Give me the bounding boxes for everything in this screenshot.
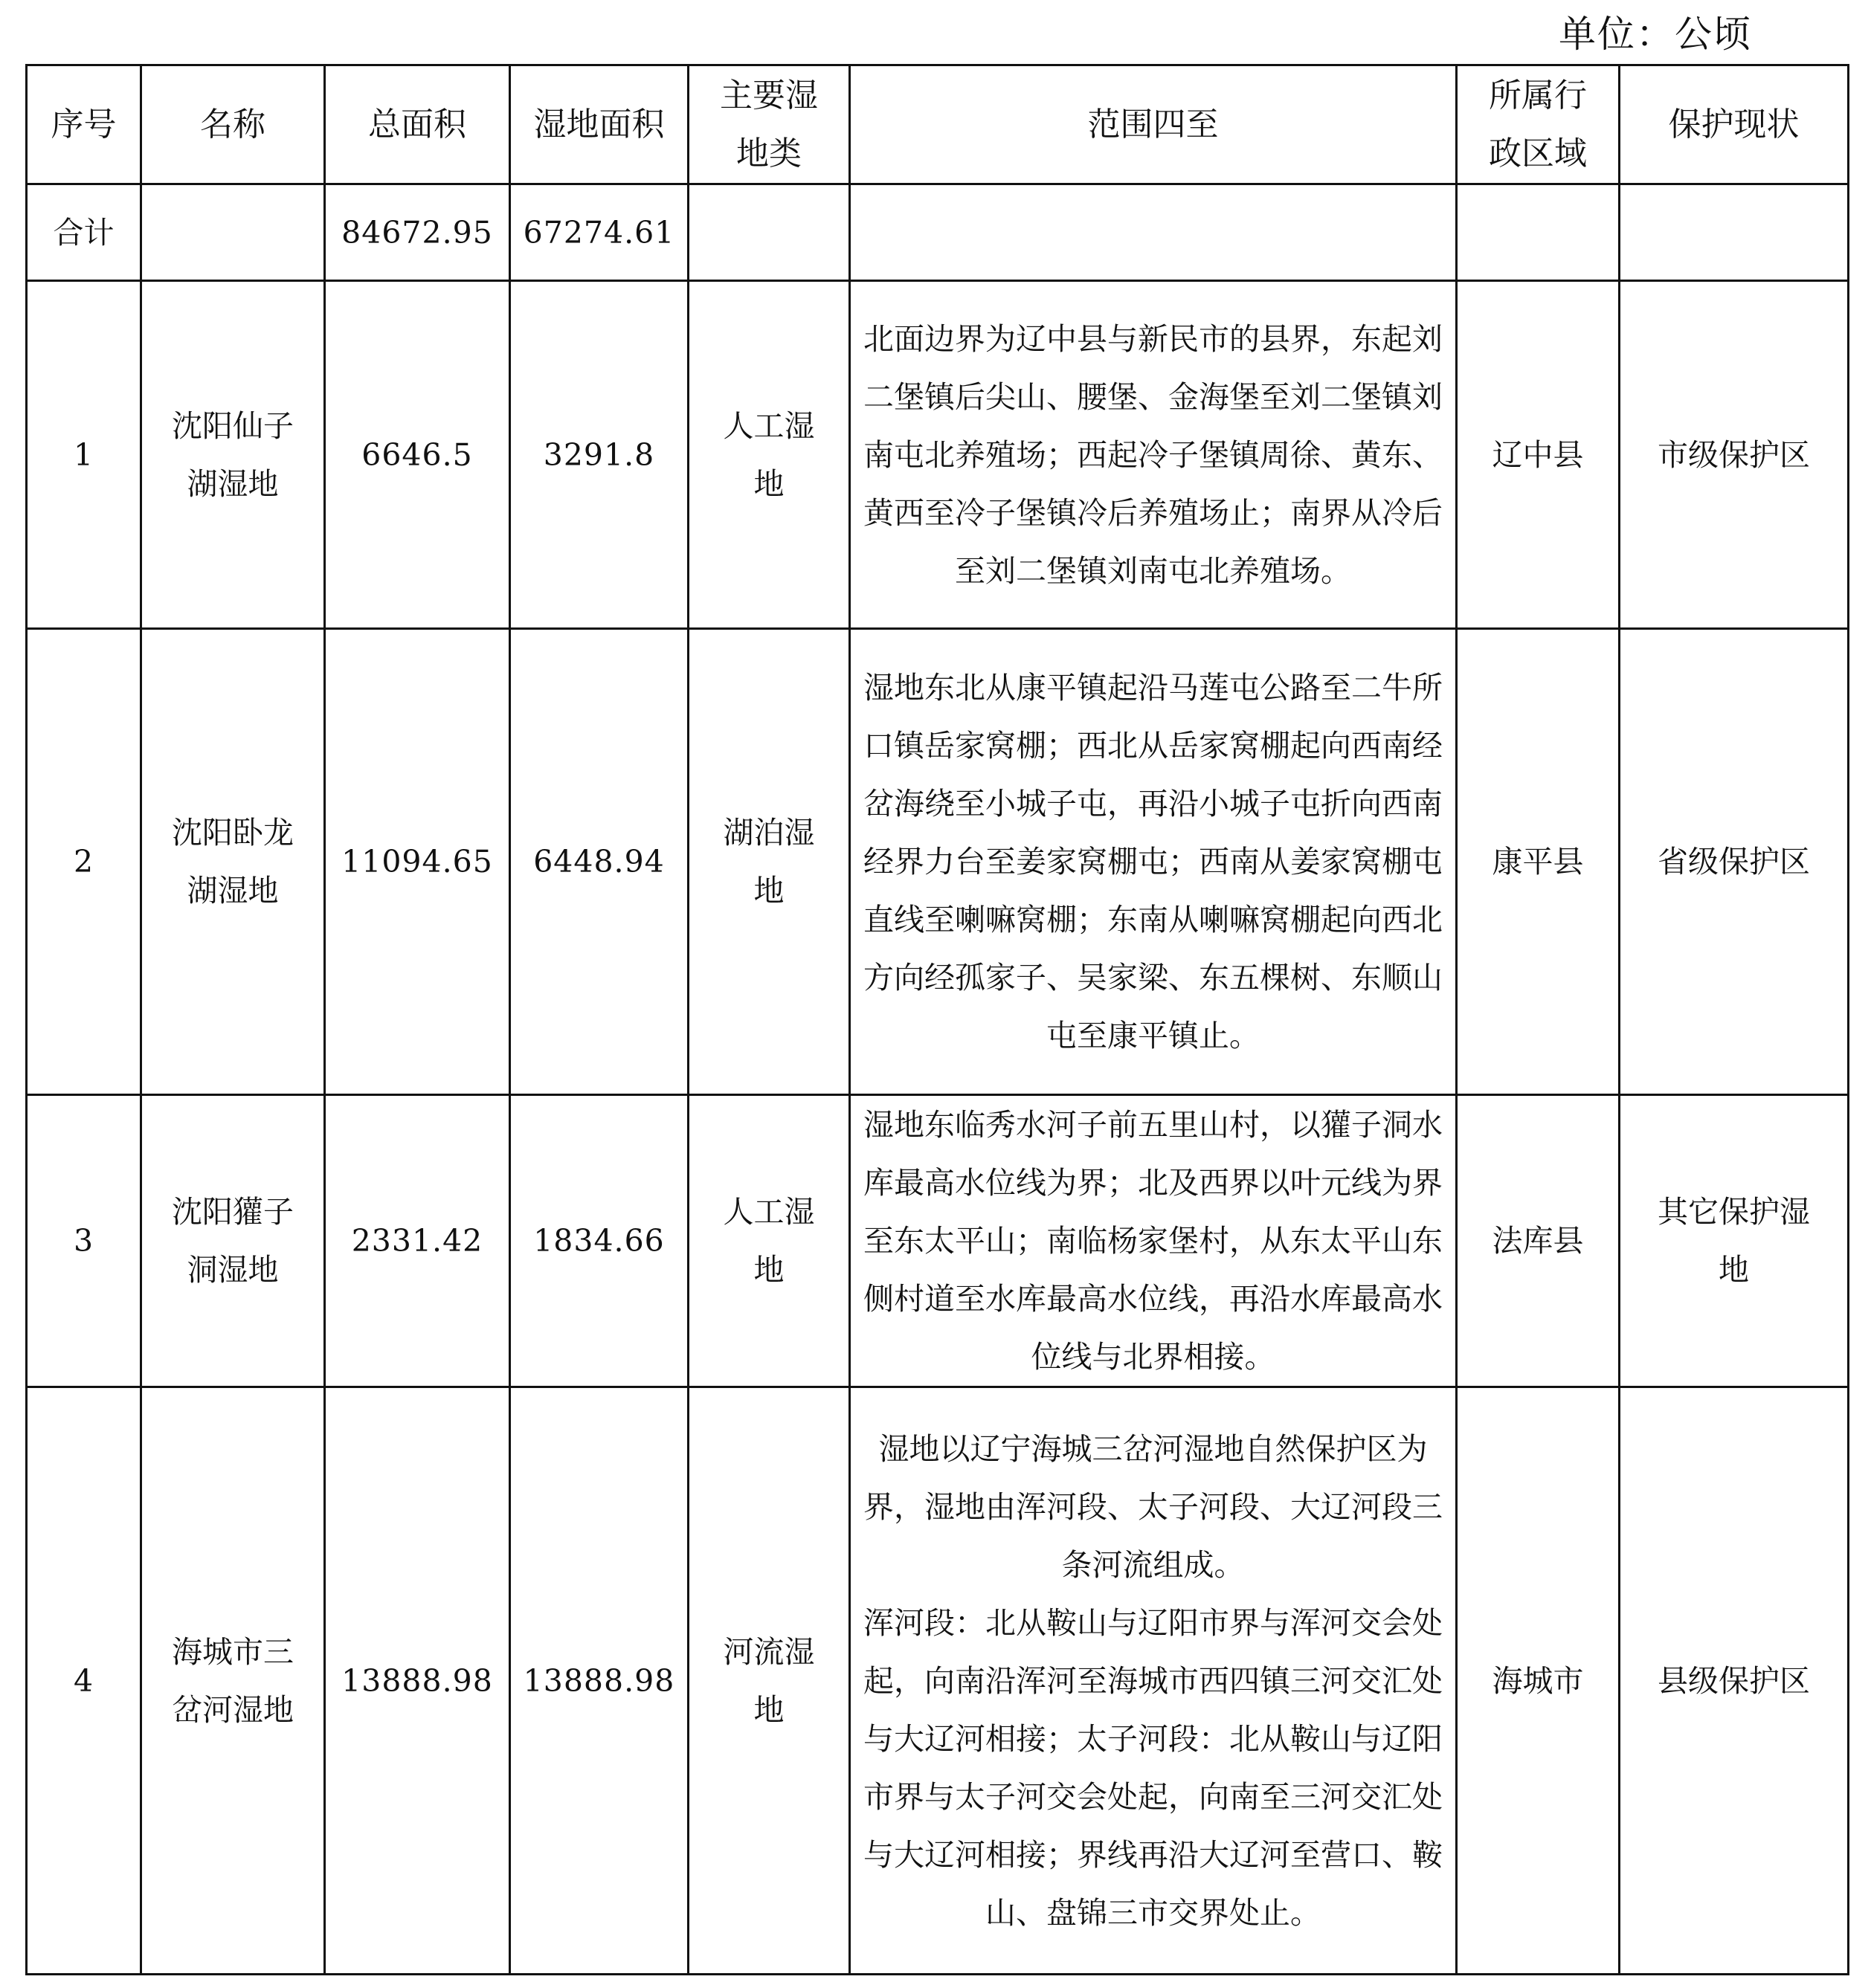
wetland-type: 湖泊湿 地 [689,629,850,1095]
wetland-area: 6448.94 [510,629,689,1095]
unit-label: 单位：公顷 [1559,13,1752,56]
total-area: 13888.98 [325,1387,510,1975]
table-header-row [27,65,1849,184]
table-cell [1620,184,1849,281]
boundary-scope: 湿地以辽宁海城三岔河湿地自然保护区为界，湿地由浑河段、太子河段、大辽河段三条河流组成。 浑河段：北从鞍山与辽阳市界与浑河交会处起，向南沿浑河至海城市西四镇三河交汇处与大辽河相接；太子河段：北从鞍山与辽阳市界与太子河交会处起，向南至三河交汇处与大辽河相接；界线再沿大辽河至营口、鞍山、盘锦三市交界处止。 [850,1387,1457,1975]
table-cell [1457,184,1620,281]
boundary-scope: 湿地东北从康平镇起沿马莲屯公路至二牛所口镇岳家窝棚；西北从岳家窝棚起向西南经岔海绕至小城子屯，再沿小城子屯折向西南经界力台至姜家窝棚屯；西南从姜家窝棚屯直线至喇嘛窝棚；东南从喇嘛窝棚起向西北方向经孤家子、吴家梁、东五棵树、东顺山屯至康平镇止。 [850,629,1457,1095]
wetland-area: 1834.66 [510,1095,689,1387]
table-cell [850,184,1457,281]
header-cell: 名称 [141,65,325,184]
row-number: 4 [27,1387,141,1975]
header-cell: 主要湿 地类 [689,65,850,184]
total-area: 11094.65 [325,629,510,1095]
total-area: 2331.42 [325,1095,510,1387]
admin-region: 海城市 [1457,1387,1620,1975]
row-number: 2 [27,629,141,1095]
table-row [27,629,1849,1095]
boundary-scope: 湿地东临秀水河子前五里山村，以獾子洞水库最高水位线为界；北及西界以叶元线为界至东太平山；南临杨家堡村，从东太平山东侧村道至水库最高水位线，再沿水库最高水位线与北界相接。 [850,1095,1457,1387]
header-cell: 序号 [27,65,141,184]
header-cell: 所属行 政区域 [1457,65,1620,184]
admin-region: 康平县 [1457,629,1620,1095]
protection-status: 省级保护区 [1620,629,1849,1095]
protection-status: 市级保护区 [1620,281,1849,629]
header-cell: 湿地面积 [510,65,689,184]
total-area-sum: 84672.95 [325,184,510,281]
row-number: 1 [27,281,141,629]
wetland-type: 河流湿 地 [689,1387,850,1975]
total-area: 6646.5 [325,281,510,629]
total-label: 合计 [27,184,141,281]
wetland-name: 沈阳卧龙 湖湿地 [141,629,325,1095]
total-row [27,184,1849,281]
table-cell [689,184,850,281]
table-row [27,1387,1849,1975]
wetland-name: 沈阳仙子 湖湿地 [141,281,325,629]
header-cell: 保护现状 [1620,65,1849,184]
wetland-area: 13888.98 [510,1387,689,1975]
wetland-name: 海城市三 岔河湿地 [141,1387,325,1975]
wetland-type: 人工湿 地 [689,1095,850,1387]
table-cell [141,184,325,281]
header-cell: 总面积 [325,65,510,184]
wetland-table [25,64,1849,1975]
boundary-scope: 北面边界为辽中县与新民市的县界，东起刘二堡镇后尖山、腰堡、金海堡至刘二堡镇刘南屯北养殖场；西起冷子堡镇周徐、黄东、黄西至冷子堡镇冷后养殖场止；南界从冷后至刘二堡镇刘南屯北养殖场。 [850,281,1457,629]
protection-status: 县级保护区 [1620,1387,1849,1975]
protection-status: 其它保护湿 地 [1620,1095,1849,1387]
wetland-area: 3291.8 [510,281,689,629]
table-row [27,281,1849,629]
admin-region: 辽中县 [1457,281,1620,629]
table-row [27,1095,1849,1387]
row-number: 3 [27,1095,141,1387]
wetland-name: 沈阳獾子 洞湿地 [141,1095,325,1387]
header-cell: 范围四至 [850,65,1457,184]
wetland-type: 人工湿 地 [689,281,850,629]
admin-region: 法库县 [1457,1095,1620,1387]
wetland-area-sum: 67274.61 [510,184,689,281]
